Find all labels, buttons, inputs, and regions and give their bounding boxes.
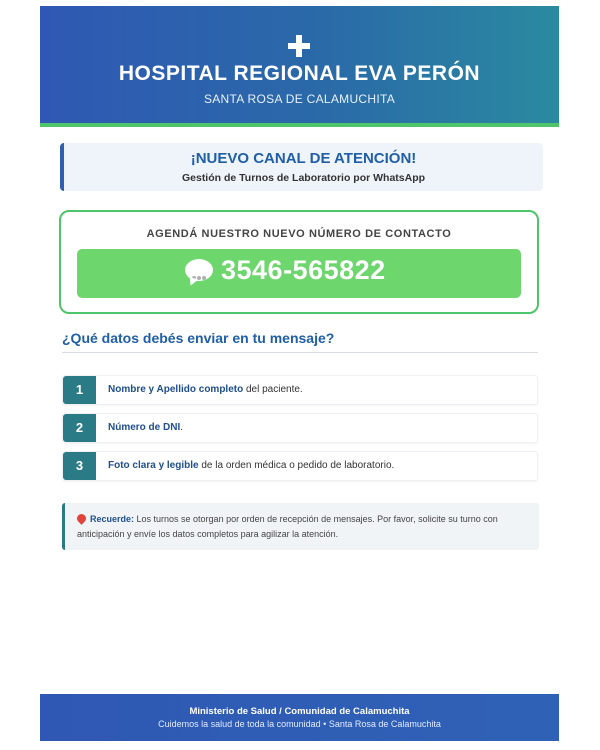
speech-bubble-icon: [185, 259, 213, 281]
step-text: Número de DNI.: [108, 422, 184, 433]
phone-banner[interactable]: [77, 249, 521, 298]
footer-banner: [40, 694, 559, 741]
step-number: 2: [63, 414, 96, 442]
list-item: [62, 413, 538, 443]
announcement-title: ¡NUEVO CANAL DE ATENCIÓN!: [190, 150, 417, 167]
requirements-heading: ¿Qué datos debés enviar en tu mensaje?: [62, 330, 335, 346]
flyer: [40, 6, 559, 741]
announcement-box: [60, 143, 543, 191]
hospital-title: HOSPITAL REGIONAL EVA PERÓN: [118, 62, 481, 85]
step-text: Nombre y Apellido completo del paciente.: [108, 384, 303, 395]
pushpin-icon: [75, 512, 88, 525]
announcement-subtitle: Gestión de Turnos de Laboratorio por WhatsApp: [181, 172, 426, 184]
step-number: 1: [63, 376, 96, 404]
medical-cross-icon: [288, 35, 310, 57]
reminder-note: [62, 503, 539, 550]
footer-tagline: Cuidemos la salud de toda la comunidad • Santa Rosa de Calamuchita: [158, 719, 441, 729]
hospital-location: SANTA ROSA DE CALAMUCHITA: [203, 92, 396, 106]
phone-number[interactable]: 3546-565822: [221, 255, 386, 285]
contact-box: [59, 210, 539, 314]
step-text: Foto clara y legible de la orden médica o pedido de laboratorio.: [108, 460, 395, 471]
footer-ministry: Ministerio de Salud / Comunidad de Calamuchita: [189, 706, 410, 717]
reminder-text: Recuerde: Los turnos se otorgan por orden de recepción de mensajes. Por favor, solicite su turno con anticipación y envíe los datos completos para agilizar la atención.: [77, 514, 498, 539]
list-item: [62, 375, 538, 405]
header-banner: [40, 6, 559, 123]
reminder-label: Recuerde:: [90, 514, 135, 524]
contact-label: AGENDÁ NUESTRO NUEVO NÚMERO DE CONTACTO: [146, 228, 452, 240]
step-number: 3: [63, 452, 96, 480]
header-divider: [40, 123, 559, 127]
heading-divider: [62, 352, 538, 353]
list-item: [62, 451, 538, 481]
